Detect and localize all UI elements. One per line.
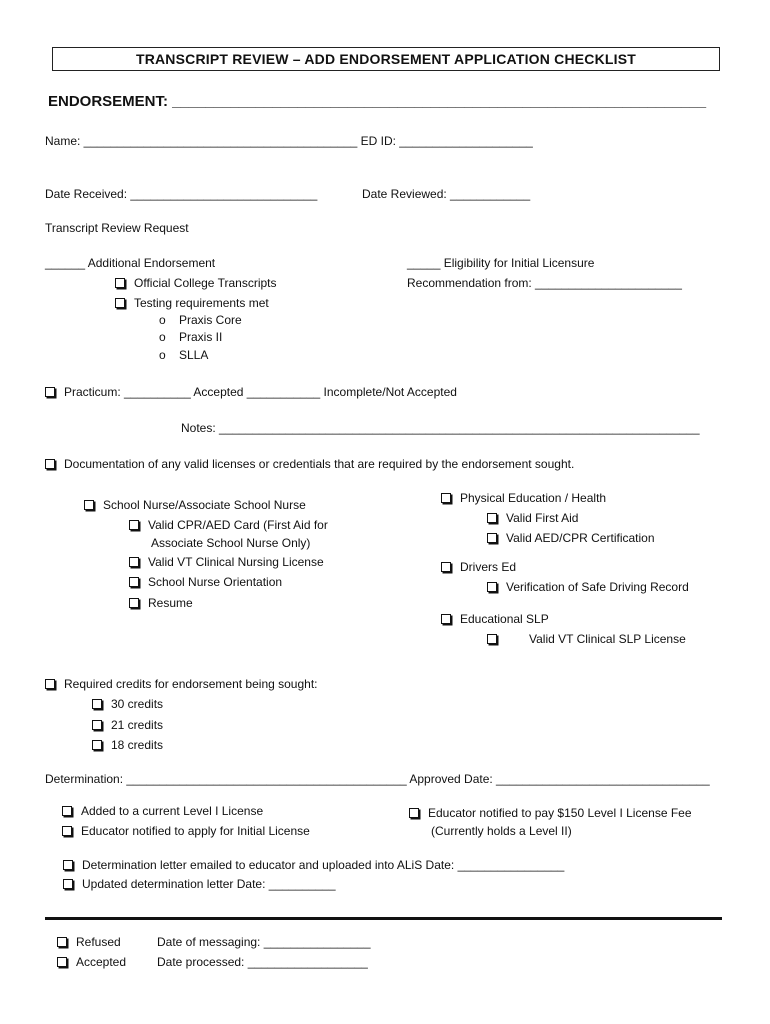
credits-checkbox[interactable] xyxy=(45,679,55,689)
notified-fee-item[interactable] xyxy=(409,806,692,820)
school-nurse-item[interactable] xyxy=(84,498,306,512)
additional-endorsement-field[interactable]: ______ Additional Endorsement xyxy=(45,256,216,270)
official-transcripts-item[interactable] xyxy=(115,276,277,290)
date-processed-field[interactable]: Date processed: __________________ xyxy=(157,955,368,969)
credits-18-checkbox[interactable] xyxy=(92,740,102,750)
cpr-label-line2: Associate School Nurse Only) xyxy=(151,536,311,550)
accepted-label: Accepted xyxy=(76,955,127,969)
bullet-icon: o xyxy=(159,348,166,362)
test-item xyxy=(159,330,222,344)
slp-license-label: Valid VT Clinical SLP License xyxy=(529,632,686,646)
clinical-nursing-checkbox[interactable] xyxy=(129,557,139,567)
credits-30-label: 30 credits xyxy=(111,697,164,711)
added-license-label: Added to a current Level I License xyxy=(81,804,264,818)
clinical-nursing-label: Valid VT Clinical Nursing License xyxy=(148,555,324,569)
updated-letter-checkbox[interactable] xyxy=(63,879,73,889)
added-license-checkbox[interactable] xyxy=(62,806,72,816)
slp-item[interactable] xyxy=(441,612,549,626)
slp-label: Educational SLP xyxy=(460,612,549,626)
drivers-ed-checkbox[interactable] xyxy=(441,562,451,572)
credits-30-checkbox[interactable] xyxy=(92,699,102,709)
cpr-checkbox[interactable] xyxy=(129,520,139,530)
updated-letter-label: Updated determination letter Date: __________ xyxy=(82,877,336,891)
first-aid-checkbox[interactable] xyxy=(487,513,497,523)
slp-license-item[interactable] xyxy=(487,632,686,646)
name-edid-field[interactable]: Name: _________________________________________ ED ID: ____________________ xyxy=(45,134,533,148)
slp-checkbox[interactable] xyxy=(441,614,451,624)
practicum-checkbox[interactable] xyxy=(45,387,55,397)
credits-21-item[interactable] xyxy=(92,718,163,732)
test-label: Praxis II xyxy=(179,330,223,344)
notified-initial-label: Educator notified to apply for Initial License xyxy=(81,824,310,838)
resume-label: Resume xyxy=(148,596,193,610)
accepted-item[interactable] xyxy=(57,955,126,969)
added-license-item[interactable] xyxy=(62,804,263,818)
letter-emailed-checkbox[interactable] xyxy=(63,860,73,870)
accepted-checkbox[interactable] xyxy=(57,957,67,967)
cpr-item[interactable] xyxy=(129,518,328,532)
refused-item[interactable] xyxy=(57,935,121,949)
testing-requirements-label: Testing requirements met xyxy=(134,296,269,310)
nurse-orientation-item[interactable] xyxy=(129,575,282,589)
test-item xyxy=(159,348,208,362)
physical-ed-label: Physical Education / Health xyxy=(460,491,607,505)
aed-cpr-item[interactable] xyxy=(487,531,655,545)
first-aid-item[interactable] xyxy=(487,511,578,525)
clinical-nursing-item[interactable] xyxy=(129,555,324,569)
credits-label: Required credits for endorsement being sought: xyxy=(64,677,318,691)
refused-label: Refused xyxy=(76,935,121,949)
notified-fee-checkbox[interactable] xyxy=(409,808,419,818)
notified-fee-label: Educator notified to pay $150 Level I License Fee xyxy=(428,806,692,820)
resume-checkbox[interactable] xyxy=(129,598,139,608)
date-received-field[interactable]: Date Received: ____________________________ xyxy=(45,187,318,201)
slp-license-checkbox[interactable] xyxy=(487,634,497,644)
credits-18-label: 18 credits xyxy=(111,738,164,752)
credits-30-item[interactable] xyxy=(92,697,163,711)
updated-letter-item[interactable] xyxy=(63,877,336,891)
school-nurse-label: School Nurse/Associate School Nurse xyxy=(103,498,306,512)
physical-ed-checkbox[interactable] xyxy=(441,493,451,503)
cpr-label: Valid CPR/AED Card (First Aid for xyxy=(148,518,328,532)
date-reviewed-field[interactable]: Date Reviewed: ____________ xyxy=(362,187,531,201)
official-transcripts-checkbox[interactable] xyxy=(115,278,125,288)
notified-initial-checkbox[interactable] xyxy=(62,826,72,836)
letter-emailed-label: Determination letter emailed to educator and uploaded into ALiS Date: ________________ xyxy=(82,858,565,872)
date-messaging-field[interactable]: Date of messaging: ________________ xyxy=(157,935,371,949)
test-item xyxy=(159,313,242,327)
credits-21-checkbox[interactable] xyxy=(92,720,102,730)
first-aid-label: Valid First Aid xyxy=(506,511,579,525)
credits-item[interactable] xyxy=(45,677,317,691)
letter-emailed-item[interactable] xyxy=(63,858,564,872)
endorsement-field[interactable]: ENDORSEMENT: ________________________________________________________________ xyxy=(48,93,707,110)
credits-21-label: 21 credits xyxy=(111,718,164,732)
aed-cpr-label: Valid AED/CPR Certification xyxy=(506,531,655,545)
bullet-icon: o xyxy=(159,313,166,327)
official-transcripts-label: Official College Transcripts xyxy=(134,276,277,290)
safe-driving-label: Verification of Safe Driving Record xyxy=(506,580,689,594)
physical-ed-item[interactable] xyxy=(441,491,606,505)
documentation-item[interactable] xyxy=(45,457,574,471)
form-title: TRANSCRIPT REVIEW – ADD ENDORSEMENT APPLICATION CHECKLIST xyxy=(52,47,720,71)
test-label: SLLA xyxy=(179,348,209,362)
documentation-label: Documentation of any valid licenses or credentials that are required by the endorsement sought. xyxy=(64,457,575,471)
testing-requirements-checkbox[interactable] xyxy=(115,298,125,308)
documentation-checkbox[interactable] xyxy=(45,459,55,469)
testing-requirements-item[interactable] xyxy=(115,296,269,310)
request-heading: Transcript Review Request xyxy=(45,221,189,235)
notes-field[interactable]: Notes: ________________________________________________________________________ xyxy=(181,421,700,435)
aed-cpr-checkbox[interactable] xyxy=(487,533,497,543)
nurse-orientation-label: School Nurse Orientation xyxy=(148,575,283,589)
refused-checkbox[interactable] xyxy=(57,937,67,947)
bullet-icon: o xyxy=(159,330,166,344)
determination-field[interactable]: Determination: __________________________________________ Approved Date: ________________________________ xyxy=(45,772,710,786)
practicum-item[interactable] xyxy=(45,385,457,399)
eligibility-field[interactable]: _____ Eligibility for Initial Licensure xyxy=(407,256,595,270)
section-divider xyxy=(45,917,722,920)
drivers-ed-label: Drivers Ed xyxy=(460,560,517,574)
notified-initial-item[interactable] xyxy=(62,824,310,838)
test-label: Praxis Core xyxy=(179,313,242,327)
practicum-label: Practicum: __________ Accepted ___________ Incomplete/Not Accepted xyxy=(64,385,457,399)
school-nurse-checkbox[interactable] xyxy=(84,500,94,510)
resume-item[interactable] xyxy=(129,596,193,610)
safe-driving-checkbox[interactable] xyxy=(487,582,497,592)
recommendation-field[interactable]: Recommendation from: ______________________ xyxy=(407,276,682,290)
credits-18-item[interactable] xyxy=(92,738,163,752)
drivers-ed-item[interactable] xyxy=(441,560,516,574)
notified-fee-line2: (Currently holds a Level II) xyxy=(431,824,572,838)
safe-driving-item[interactable] xyxy=(487,580,689,594)
nurse-orientation-checkbox[interactable] xyxy=(129,577,139,587)
